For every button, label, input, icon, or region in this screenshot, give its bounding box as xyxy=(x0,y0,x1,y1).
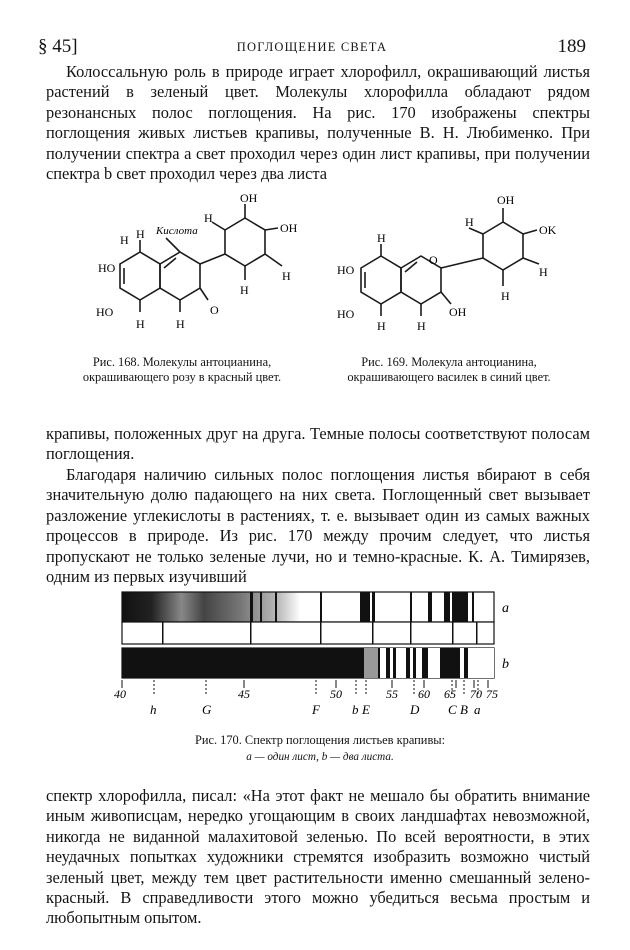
paragraph-2: крапивы, положенных друг на друга. Темные полосы соответствуют полосам поглощения. xyxy=(46,424,590,464)
atom-label: OH xyxy=(240,191,258,205)
atom-label: OH xyxy=(449,305,467,319)
atom-label: H xyxy=(204,211,213,225)
atom-label: O xyxy=(210,303,219,317)
figure-170-caption: Рис. 170. Спектр поглощения листьев крапивы: xyxy=(194,733,446,747)
anthocyanin-rose-structure xyxy=(60,188,310,348)
atom-label: H xyxy=(120,233,129,247)
acid-label: Кислота xyxy=(156,225,198,237)
atom-label: H xyxy=(501,289,510,303)
figure-168 xyxy=(60,188,310,348)
scale-label: 45 xyxy=(238,687,250,701)
running-title: ПОГЛОЩЕНИЕ СВЕТА xyxy=(236,40,388,54)
spectrum-separator xyxy=(122,622,494,644)
atom-label: H xyxy=(282,269,291,283)
atom-label: H xyxy=(176,317,185,331)
spectrum-label-a: a xyxy=(502,601,509,616)
atom-label: H xyxy=(377,319,386,333)
atom-label: OK xyxy=(539,223,557,237)
scale-label: 40 xyxy=(114,687,126,701)
scale-label: 65 xyxy=(444,687,456,701)
figure-170-subcaption: a — один лист, b — два листа. xyxy=(246,751,394,763)
figure-169 xyxy=(325,190,575,350)
anthocyanin-cornflower-structure xyxy=(325,190,575,350)
line-label: E xyxy=(362,702,370,717)
atom-label: H xyxy=(539,265,548,279)
scale-label: 60 xyxy=(418,687,430,701)
line-label: B xyxy=(460,702,468,717)
scale-label: 55 xyxy=(386,687,398,701)
figure-169-caption: Рис. 169. Молекула антоцианина, окрашивающего василек в синий цвет. xyxy=(347,355,551,384)
atom-label: HO xyxy=(337,307,355,321)
atom-label: H xyxy=(417,319,426,333)
paragraph-1: Колоссальную роль в природе играет хлорофилл, окрашивающий листья растений в зеленый цвет. Молекулы хлорофилла обладают рядом резонансных полос поглощения. На рис. 170 изображены спектры поглощения живых листьев крапивы, полученные В. Н. Любименко. При получении спектра a свет проходил через один лист крапивы, при получении спектра b свет проходил через два листа xyxy=(46,62,590,184)
line-label: D xyxy=(410,702,420,717)
spectrum-label-b: b xyxy=(502,657,509,672)
line-label: b xyxy=(352,702,359,717)
atom-label: HO xyxy=(98,261,116,275)
paragraph-3: Благодаря наличию сильных полос поглощения листья вбирают в себя значительную долю падающего на них света. Поглощенный свет вызывает разложение углекислоты в растениях, т. е. вызывает один из самых важных процессов в природе. Из рис. 170 между прочим следует, что листья пропускают не только зеленые лучи, но и темно-красные. К. А. Тимирязев, одним из первых изучивший xyxy=(46,465,590,587)
transmission-bands-b xyxy=(364,648,494,678)
atom-label: O xyxy=(429,253,438,267)
atom-label: H xyxy=(240,283,249,297)
spectrum-strip-a xyxy=(122,592,494,622)
scale-label: 75 xyxy=(486,687,498,701)
atom-label: HO xyxy=(337,263,355,277)
scale-ticks xyxy=(122,680,488,688)
atom-label: OH xyxy=(280,221,298,235)
section-mark: § 45] xyxy=(38,36,78,57)
scale-label: 50 xyxy=(330,687,342,701)
figure-170 xyxy=(110,588,530,728)
running-header xyxy=(38,36,586,60)
line-label: F xyxy=(312,702,320,717)
atom-label: H xyxy=(377,231,386,245)
fraunhofer-labels xyxy=(150,702,481,717)
atom-label: OH xyxy=(497,193,515,207)
atom-label: HO xyxy=(96,305,114,319)
figure-168-caption: Рис. 168. Молекулы антоцианина, окрашивающего розу в красный цвет. xyxy=(82,355,282,384)
line-label: G xyxy=(202,702,212,717)
atom-label: H xyxy=(465,215,474,229)
atom-label: H xyxy=(136,317,145,331)
page-number: 189 xyxy=(557,36,586,57)
atom-label: H xyxy=(136,227,145,241)
line-label: a xyxy=(474,702,481,717)
absorption-spectrum xyxy=(110,588,530,728)
paragraph-4: спектр хлорофилла, писал: «На этот факт не мешало бы обратить внимание иным живописцам, нередко угощающим в своих ландшафтах невозможной, никогда не виданной малахитовой зеленью. По всей вероятности, в этих неудачных попытках художники стремятся изобразить возможно чистый зеленый цвет, между тем цвет растительности именно смешанный зелено-красный. В справедливости этого можно убедиться весьма простым и любопытным опытом. xyxy=(46,786,590,928)
scale-labels xyxy=(114,687,498,701)
line-label: h xyxy=(150,702,157,717)
scale-label: 70 xyxy=(470,687,482,701)
line-label: C xyxy=(448,702,457,717)
